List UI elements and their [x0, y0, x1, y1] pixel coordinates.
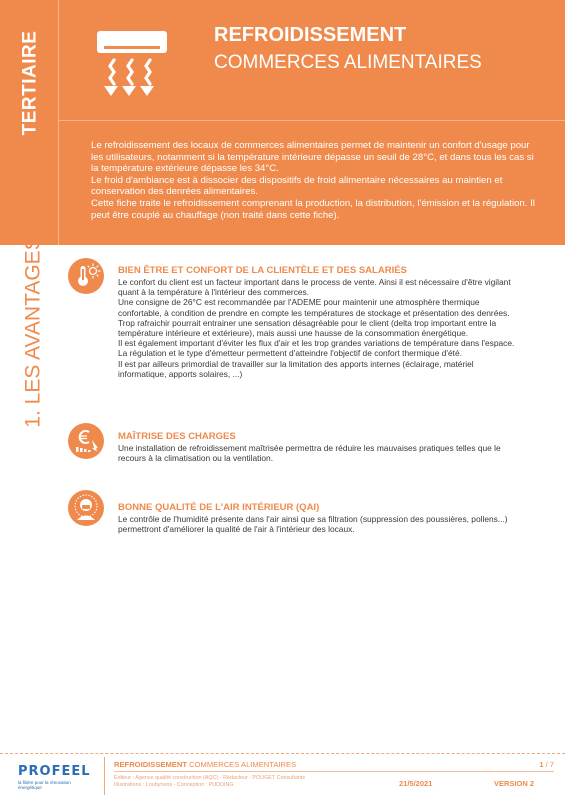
header-divider: [58, 120, 565, 121]
footer-separator: [104, 757, 105, 795]
footer-divider: [0, 753, 565, 754]
category-label-wrap: [10, 25, 50, 140]
item-title: MAÎTRISE DES CHARGES: [118, 431, 236, 442]
item-paragraph: Le confort du client est un facteur important dans le process de vente. Ainsi il est nécessaire d'être vigilant quant à la température à l'intérieur des commerces.: [118, 277, 511, 298]
item-paragraph: Le contrôle de l'humidité présente dans l'air ainsi que sa filtration (suppression des poussières, pollens...) permettront d'améliorer la qualité de l'air à l'intérieur des locaux.: [118, 514, 508, 535]
euro-decrease-icon: [68, 423, 104, 459]
air-conditioner-icon: [96, 30, 168, 98]
page-current: 1: [539, 760, 544, 769]
profeel-logo: [18, 764, 90, 790]
category-label: TERTIAIRE: [19, 30, 40, 135]
footer-editors: Éditeur : Agence qualité construction (AQC) - Rédacteur : POUGET Consultants: [114, 775, 306, 781]
item-title: BONNE QUALITÉ DE L'AIR INTÉRIEUR (QAI): [118, 502, 320, 513]
intro-text: [91, 140, 541, 221]
intro-paragraph: Le froid d'ambiance est à dissocier des dispositifs de froid alimentaire nécessaires au maintien et conservation des denrées alimentaires.: [91, 174, 503, 198]
item-paragraph: Une consigne de 26°C est recommandée par l'ADEME pour maintenir une atmosphère thermique confortable, à condition de prendre en compte les températures de stockage et présentation des denrées.: [118, 297, 510, 318]
footer-credits: [114, 775, 414, 789]
intro-paragraph: Cette fiche traite le refroidissement comprenant la production, la distribution, l'émission et la régulation. Il peut être couplé au chauffage (non traité dans cette fiche).: [91, 197, 535, 221]
section-title: 1. LES AVANTAGES: [22, 236, 46, 428]
air-quality-person-icon: [68, 490, 104, 526]
page-subtitle: COMMERCES ALIMENTAIRES: [214, 52, 482, 73]
page-number: [520, 760, 554, 769]
item-paragraph: Une installation de refroidissement maîtrisée permettra de réduire les mauvaises pratiques telles que le recours à la climatisation ou la ventilation.: [118, 443, 501, 464]
logo-tagline: la filière pour la rénovation énergétique: [18, 780, 71, 790]
item-paragraph: Il est par ailleurs primordial de travailler sur la limitation des apports internes (éclairage, matériel informatique, apports solaires, ...): [118, 358, 474, 379]
page-total: / 7: [543, 760, 554, 769]
footer-title-bold: REFROIDISSEMENT: [114, 760, 187, 769]
footer-illustrations: Illustrations : Loubynens - Conception : PUDDING: [114, 782, 234, 788]
footer-rule: [114, 771, 554, 772]
footer-title-rest: COMMERCES ALIMENTAIRES: [187, 760, 297, 769]
item-paragraph: Il est également important d'éviter les flux d'air et les trop grandes variations de température dans l'espace. La régulation et le type d'émetteur permettent d'atteindre l'objectif de confort thermique d'été.: [118, 338, 515, 359]
thermometer-sun-icon: [68, 258, 104, 294]
logo-text: PROFEEL: [18, 764, 91, 779]
item-title: BIEN ÊTRE ET CONFORT DE LA CLIENTÈLE ET DES SALARIÉS: [118, 265, 407, 276]
item-paragraph: Trop rafraichir pourrait entrainer une sensation désagréable pour le client (delta trop important entre la température intérieure et extérieure), mais aussi une hausse de la consommation énergétique.: [118, 317, 497, 339]
page-title: REFROIDISSEMENT: [214, 24, 407, 46]
item-text: [118, 514, 518, 534]
footer-date: 21/5/2021: [399, 779, 433, 788]
footer-version: VERSION 2: [494, 779, 535, 788]
item-text: [118, 277, 518, 379]
footer-title: [114, 760, 296, 769]
intro-paragraph: Le refroidissement des locaux de commerces alimentaires permet de maintenir un confort d'usage pour les utilisateurs, notamment si la température intérieure dépasse un seuil de 28°C, et dans tous les cas si la température extérieure dépasse les 34°C.: [91, 140, 534, 175]
item-text: [118, 443, 518, 463]
section-title-wrap: [22, 236, 46, 428]
